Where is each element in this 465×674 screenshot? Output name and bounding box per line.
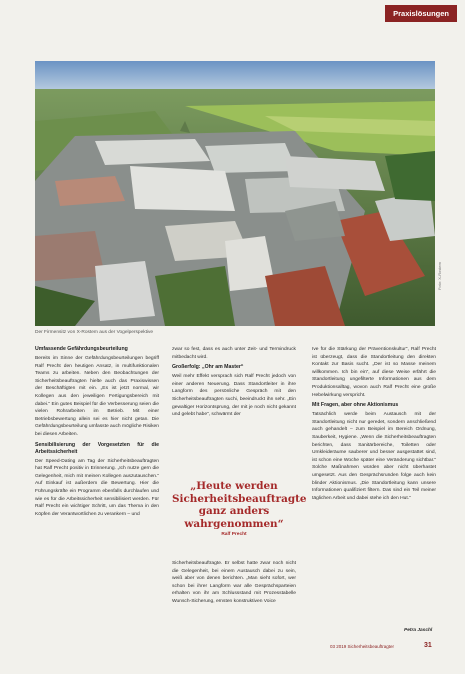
article-author: Petra Jaschl [404,628,433,633]
paragraph: Weil mehr Effekt versprach sich Ralf Precht jedoch von einer anderen Neuerung. Dass Standortleiter in ihre Langform des persönliche Gespräch mit den Sicherheitsbeauftragten suchi, beeindruckt ihn sehr. „Ein gewaltiger Horizontsprung, der mit je noch nicht gekannt und gelebt habe“, schwärmt der [172,374,296,418]
paragraph: Sicherheitsbeauftragte. Er selbst hatte zwar noch nicht die Gelegenheit, bei einem Austausch dabei zu sein, weiß aber von denen berichten. „Man sieht sofort, wer schon bei ihrer Langform war alle Gesprächsparteien erhalten von ihr am Schlussstand mit Prozesstabelle Wunsch-Sicherung, ernsten konstruktiven Voice [172,561,296,604]
text-column-2 [172,346,296,422]
text-column-2-lower [172,560,296,609]
paragraph: Bereits im Sinne der Gefährdungsbeurteilungen begriff Ralf Precht den heutigen Ansatz, in multifunktionalen Teams zu arbeiten. Neben den Beobachtungen der Sicherheitsbeauftragten hielte auch das Praxiswissen der Beschäftigten mit ein. „Es ist jetzt normal, wir Kollegen aus den jeweiligen Fertigungsbereich mit dabei.“ Ein gutes Beispiel für die Verbesserung seien die vielen Rohrarbeiten im Betrieb. Mit einer Betriebsbewertung allein sei es hier nicht getan. Die Gefährdungsbeurteilung umfasste auch mögliche Risiken bei diesen Arbeiten. [35,356,159,437]
photo-caption: Der Firmensitz von X-Rostem aus der Vogelperspektive [35,330,154,335]
footer-magazine: 03 2019 Sicherheitsbeauftragter [330,644,395,649]
aerial-photo [35,61,435,326]
paragraph: Ive für die Stärkung der Präventionskultur“, Ralf Precht ist überzeugt, dass die Standortleitung den direkten Kontakt zur Basis sucht. „Der ist so Masse meinem willkommen. Ich bin ein“, auf diese Weise erfährt die Standortleitung ungefilterte Informationen aus dem Produktionsalltag, wovon auch Ralf Precht eine große Hebelwirkung verspricht. [312,347,436,398]
subheading: Sensibilisierung der Vorgesetzten für die Arbeitssicherheit [35,441,159,455]
subheading: Umfassende Gefährdungsbeurteilung [35,346,128,352]
aerial-photo-illustration [35,61,435,326]
paragraph: Der Speed-Dating am Tag der Sicherheitsbeauftragten hat Ralf Precht positiv in Erinnerung. „Ich nutze gern die Gelegenheit, mich mit meinen Kollegen auszutauschen.“ Auf Einkauf ist außerdem die Bewertung. Hier die Führungskräfte ein Programm ebenfalls durchlaufen und wie es für die Arbeitssicherheit sensibilisiert werden. Für Ralf Precht ein wichtiger Schritt, um das Thema in den Köpfen der Verantwortlichen zu verankern – und [35,458,159,517]
pull-quote [172,480,307,537]
text-column-3 [312,346,436,505]
paragraph: zwar so fest, dass es auch unter Zeit- und Termindruck mitbedacht wird. [172,347,296,360]
paragraph: Tatsächlich werde beim Austausch mit der Standortleitung nicht nur geredet, sondern anschließend auch gehandelt – zum Beispiel im Bereich Ordnung, Sauberkeit, Hygiene. „Wenn die Sicherheitsbeauftragten berichten, dass Sanitärbereiche, Toiletten oder Umkleideräume sauberer und besser ausgestattet sind, ist schon eine Woche später eine Veränderung sichtbar.“ Solche Maßnahmen würden aber nicht überhastet umgesetzt. Aus den Gesprächsrunden folge auch kein blinder Aktionismus. „Die Standortleitung kann unsere Informationen qualifiziert filtern. Das sind ein Teil meiner täglichen Arbeit und dabei stehe ich den Hut.“ [312,412,436,501]
photo-credit: Foto: X-Rostem [437,262,442,291]
section-tag: Praxislösungen [385,5,457,22]
pull-quote-text: „Heute werden Sicherheitsbeauftragte ganz anders wahrgenommen“ [172,480,307,530]
page-number: 31 [424,642,432,649]
subheading: Großerfolg: „Ohr am Master“ [172,364,244,371]
subheading: Mit Fragen, aber ohne Aktionismus [312,402,399,409]
text-column-1 [35,346,159,521]
pull-quote-author: Ralf Precht [221,532,247,537]
